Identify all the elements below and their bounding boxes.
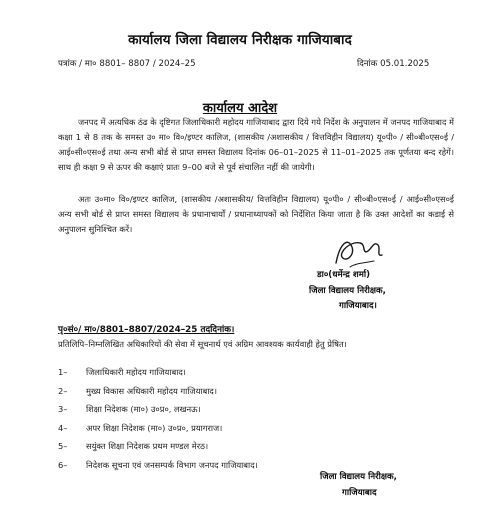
order-paragraph-2-text: अतः उ०मा० वि०/इण्टर कालिज, (शासकीय /अशासकीय/ वित्तविहीन विद्यालय) यू०पी० / सी०बी०एस०ई / आई०सी०एस०ई अन्य सभी बोर्ड से प्राप्त समस्त विद्यालय के प्रधानाचार्यों / प्रधानाध्यापकों को निर्देशित किया जाता है कि उक्त आदेशों का कडाई से अनुपालन सुनिश्चित करें।: [58, 194, 454, 234]
closing-designation: जिला विद्यालय निरीक्षक,: [320, 472, 397, 482]
order-title: कार्यालय आदेश: [202, 101, 278, 116]
order-paragraph-1-text: जनपद में अत्यधिक ठंढ के दृष्टिगत जिलाधिकारी महोदय गाजियाबाद द्वारा दिये गये निर्देश के अनुपालन में जनपद गाजियाबाद में कक्षा 1 से 8 तक के समस्त उ० मा० वि०/इण्टर कालिज, (शासकीय /अशासकीय / वित्तविहीन विद्यालय) यू०पी० / सी०बी०एस०ई / आई०सी०एस०ई तथा अन्य सभी बोर्ड से प्राप्त समस्त विद्यालय दिनांक 06–01–2025 से 11–01–2025 तक पूर्णतया बन्द रहेगें। साथ ही कक्षा 9 से ऊपर की कक्षाएं प्रातः 9–00 बजे से पूर्व संचालित नहीं की जायेगी।: [58, 117, 454, 172]
recipient-item: [58, 400, 258, 419]
recipient-text: अपर शिक्षा निदेशक (मा०) उ०प्र०, प्रयागराज।: [86, 422, 223, 433]
signature-block-1: [309, 268, 386, 315]
recipient-number: 3–: [58, 404, 68, 415]
recipient-list: [58, 363, 258, 475]
handwritten-signature: [330, 233, 390, 273]
recipient-item: [58, 382, 258, 401]
endorsement-reference: पृ०सं०/ मा०/8801–8807/2024–25 तददिनांक।: [58, 325, 235, 335]
recipient-number: 1–: [58, 367, 68, 377]
order-paragraph-2: [58, 192, 454, 237]
recipient-number: 4–: [58, 422, 68, 433]
recipient-item: [58, 437, 258, 456]
office-title: कार्यालय जिला विद्यालय निरीक्षक गाजियाबाद: [128, 32, 352, 48]
signatory-designation: जिला विद्यालय निरीक्षक,: [309, 285, 386, 296]
signatory-name: डा०(धर्मेन्द्र शर्मा): [317, 270, 370, 280]
recipient-text: जिलाधिकारी महोदय गाजियाबाद।: [86, 367, 186, 377]
recipient-text: निदेशक सूचना एवं जनसम्पर्क विभाग जनपद गाजियाबाद।: [86, 459, 258, 470]
closing-place: गाजियाबाद: [342, 487, 377, 498]
recipient-item: [58, 456, 258, 475]
recipient-number: 6–: [58, 459, 68, 470]
signatory-place: गाजियाबाद।: [339, 301, 377, 311]
recipient-text: मुख्य विकास अधिकारी महोदय गाजियाबाद।: [86, 385, 217, 396]
recipient-item: [58, 363, 258, 382]
recipient-text: सयुंक्त शिक्षा निदेशक प्रथम मण्डल मेरठ।: [86, 441, 209, 452]
recipient-item: [58, 419, 258, 438]
recipient-number: 5–: [58, 441, 68, 452]
order-paragraph-1: [58, 115, 454, 175]
signature-block-2: [320, 470, 397, 501]
recipient-number: 2–: [58, 385, 68, 396]
copy-to-intro: प्रतिलिपि–निम्नलिखित अधिकारियों की सेवा में सूचनार्थ एवं अग्रिम आवश्यक कार्यवाही हेतु प्रेषित।: [58, 339, 347, 349]
recipient-text: शिक्षा निदेशक (मा०) उ०प्र०, लखनऊ।: [86, 404, 201, 415]
reference-number: पत्रांक / मा० 8801– 8807 / 2024–25: [58, 59, 196, 69]
document-date: दिनांक 05.01.2025: [357, 59, 430, 69]
